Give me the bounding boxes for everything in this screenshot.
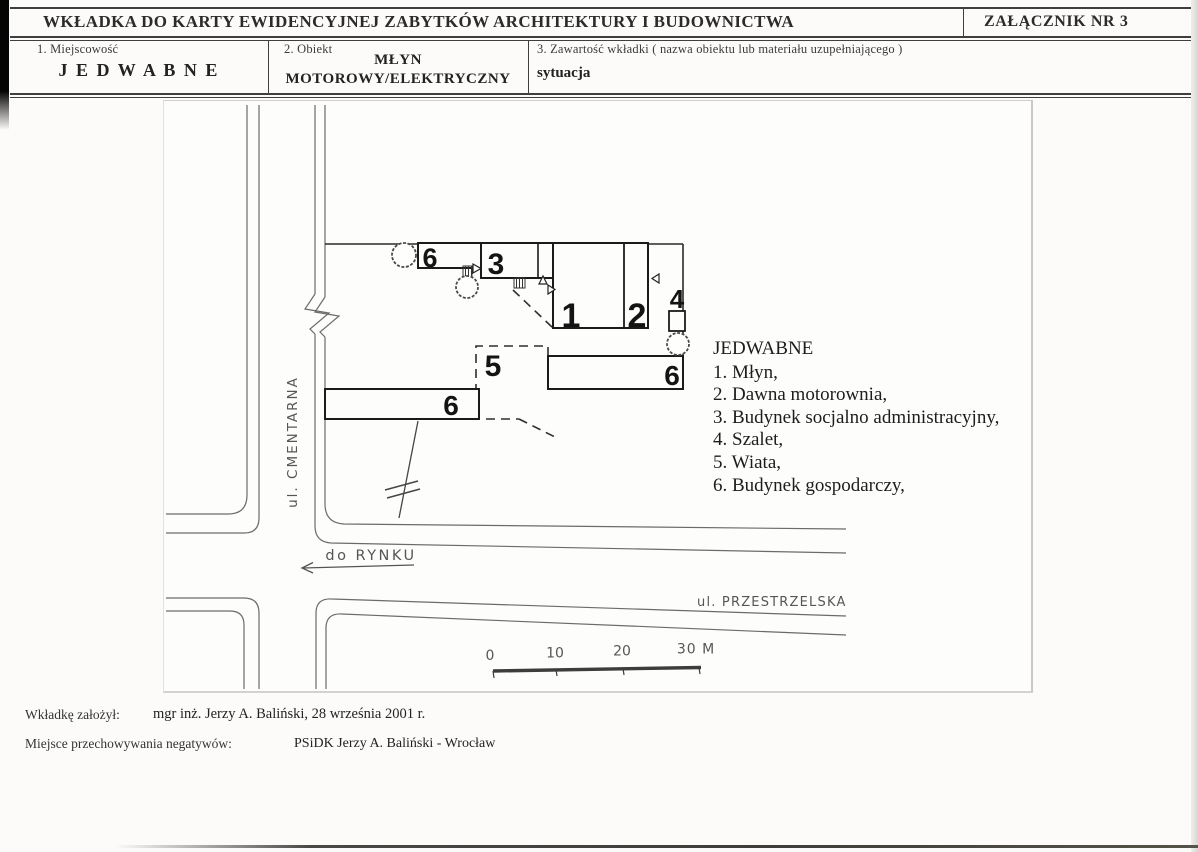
direction-arrow-icon	[302, 563, 414, 574]
door-mark-left	[652, 274, 659, 283]
street-label-cmentarna: ul. CMENTARNA	[285, 376, 301, 508]
map-legend	[713, 338, 999, 497]
shrub-icon	[392, 243, 416, 267]
field-content-label: 3. Zawartość wkładki ( nazwa obiektu lub materiału uzupełniającego )	[537, 42, 903, 56]
building-5-number: 5	[484, 350, 502, 383]
building-6-right-number: 6	[664, 360, 680, 391]
page-title: WKŁADKA DO KARTY EWIDENCYJNEJ ZABYTKÓW ARCHITEKTURY I BUDOWNICTWA	[43, 12, 795, 31]
legend-item: 6. Budynek gospodarczy,	[713, 474, 905, 496]
rule-top	[10, 7, 1193, 9]
building-4-number: 4	[669, 284, 685, 314]
building-4-outline	[669, 311, 685, 331]
scan-edge-left	[0, 0, 9, 130]
shrub-icon	[456, 276, 478, 298]
scale-tick-30m: 30 M	[676, 641, 716, 658]
direction-note-label: do RYNKU	[325, 548, 417, 564]
attachment-label: ZAŁĄCZNIK NR 3	[984, 13, 1129, 30]
building-1-number: 1	[561, 297, 581, 335]
legend-item: 1. Młyn,	[713, 361, 778, 383]
rule-under-title-a	[10, 36, 1193, 38]
building-6-right-outline	[548, 356, 683, 389]
field-content-value: sytuacja	[537, 65, 591, 81]
legend-title: JEDWABNE	[713, 338, 814, 359]
photo-print	[163, 100, 1033, 693]
scale-tick-0: 0	[485, 648, 495, 664]
street-label-przestrzelska: ul. PRZESTRZELSKA	[697, 595, 847, 610]
pole-symbol	[385, 421, 420, 518]
rule-under-fields-a	[10, 93, 1193, 95]
scale-bar	[486, 642, 716, 679]
negatives-value: PSiDK Jerzy A. Baliński - Wrocław	[294, 736, 496, 751]
legend-item: 4. Szalet,	[713, 429, 784, 451]
wiata-diagonal	[519, 419, 557, 438]
field-object-value-line2: MOTOROWY/ELEKTRYCZNY	[285, 71, 511, 87]
rule-under-fields-b	[10, 97, 1193, 98]
scan-edge-right	[1191, 0, 1198, 852]
negatives-label: Miejsce przechowywania negatywów:	[25, 736, 232, 751]
field-object-label: 2. Obiekt	[284, 42, 333, 56]
legend-item: 3. Budynek socjalno administracyjny,	[713, 406, 1000, 428]
rule-under-title-b	[10, 40, 1193, 41]
legend-item: 5. Wiata,	[713, 451, 782, 473]
building-6-top-number: 6	[422, 243, 438, 273]
divider-field-2-3	[528, 40, 529, 94]
field-locality-label: 1. Miejscowość	[37, 42, 119, 56]
scale-tick-10: 10	[546, 645, 564, 662]
author-value: mgr inż. Jerzy A. Baliński, 28 września 2001 r.	[153, 706, 426, 722]
field-locality-value: J E D W A B N E	[58, 60, 220, 80]
divider-title-attachment	[963, 8, 964, 37]
break-mark	[315, 297, 339, 337]
legend-item: 2. Dawna motorownia,	[713, 384, 888, 406]
scan-edge-bottom	[115, 845, 1198, 848]
scale-tick-20: 20	[613, 643, 631, 660]
author-label: Wkładkę założył:	[25, 707, 120, 722]
field-object-value-line1: MŁYN	[374, 52, 422, 68]
shrub-icon	[667, 333, 689, 355]
building-2-number: 2	[627, 297, 647, 335]
building-6-left-number: 6	[443, 390, 459, 421]
dashed-path	[513, 290, 553, 328]
building-3-number: 3	[487, 248, 505, 281]
